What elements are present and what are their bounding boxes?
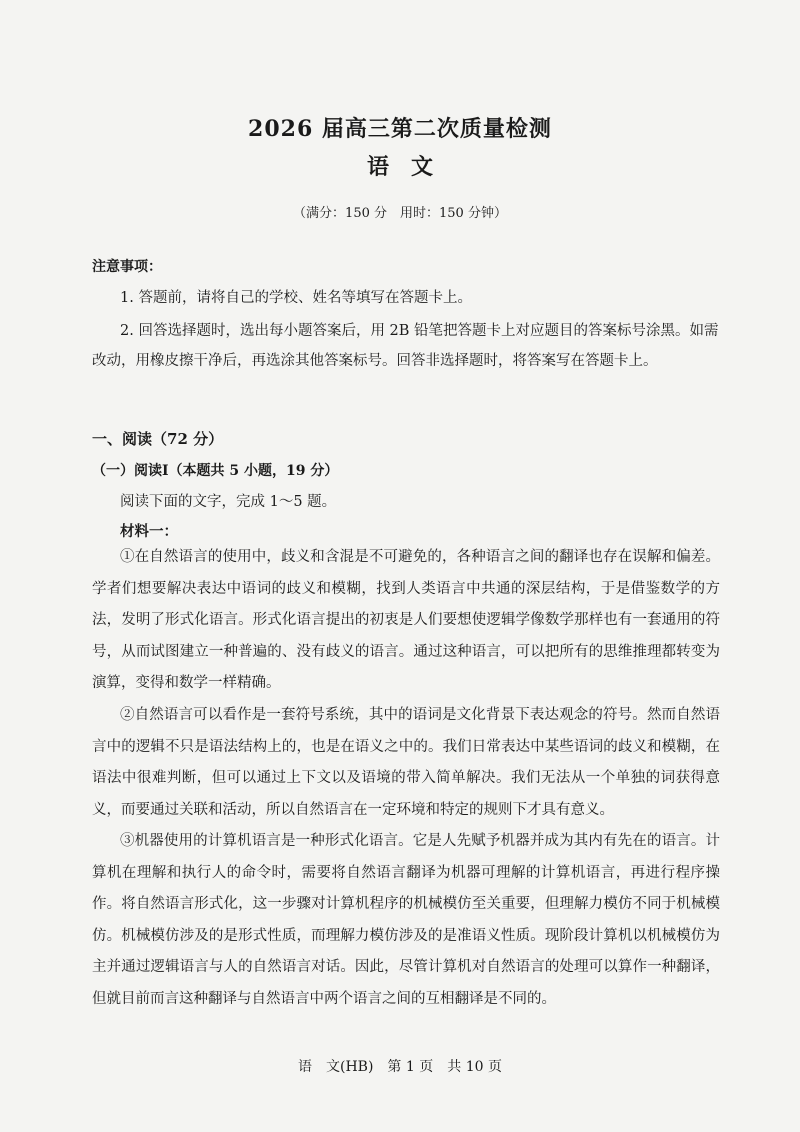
notice-item-1: 1. 答题前，请将自己的学校、姓名等填写在答题卡上。: [120, 290, 472, 306]
exam-meta: （满分：150 分 用时：150 分钟）: [293, 206, 507, 221]
section-subheading: （一）阅读Ⅰ（本题共 5 小题，19 分）: [92, 463, 339, 479]
exam-title: 2026 届高三第二次质量检测: [248, 116, 552, 142]
material-paragraph-1: ①在自然语言的使用中，歧义和含混是不可避免的，各种语言之间的翻译也存在误解和偏差。学者们想要解决表达中语词的歧义和模糊，找到人类语言中共通的深层结构，于是借鉴数学的方法，发明了形式化语言。形式化语言提出的初衷是人们要想使逻辑学像数学那样也有一套通用的符号，从而试图建立一种普遍的、没有歧义的语言。通过这种语言，可以把所有的思维推理都转变为演算，变得和数学一样精确。: [92, 549, 720, 691]
material-paragraph-3: ③机器使用的计算机语言是一种形式化语言。它是人先赋予机器并成为其内有先在的语言。计算机在理解和执行人的命令时，需要将自然语言翻译为机器可理解的计算机语言，再进行程序操作。将自然语言形式化，这一步骤对计算机程序的机械模仿至关重要，但理解力模仿不同于机械模仿。机械模仿涉及的是形式性质，而理解力模仿涉及的是准语义性质。现阶段计算机以机械模仿为主并通过逻辑语言与人的自然语言对话。因此，尽管计算机对自然语言的处理可以算作一种翻译，但就目前而言这种翻译与自然语言中两个语言之间的互相翻译是不同的。: [92, 833, 720, 1007]
notice-heading: 注意事项：: [92, 259, 162, 275]
material-paragraph-2: ②自然语言可以看作是一套符号系统，其中的语词是文化背景下表达观念的符号。然而自然语言中的逻辑不只是语法结构上的，也是在语义之中的。我们日常表达中某些语词的歧义和模糊，在语法中很难判断，但可以通过上下文以及语境的带入简单解决。我们无法从一个单独的词获得意义，而要通过关联和活动，所以自然语言在一定环境和特定的规则下才具有意义。: [92, 707, 720, 818]
notice-item-2: 2. 回答选择题时，选出每小题答案后，用 2B 铅笔把答题卡上对应题目的答案标号涂黑。如需改动，用橡皮擦干净后，再选涂其他答案标号。回答非选择题时，将答案写在答题卡上。: [92, 323, 719, 369]
material-label: 材料一：: [120, 523, 178, 540]
section-instruction: 阅读下面的文字，完成 1～5 题。: [120, 494, 337, 510]
section-heading: 一、阅读（72 分）: [92, 430, 224, 448]
page-footer: 语 文(HB) 第 1 页 共 10 页: [298, 1059, 502, 1075]
exam-subject: 语 文: [366, 154, 433, 180]
